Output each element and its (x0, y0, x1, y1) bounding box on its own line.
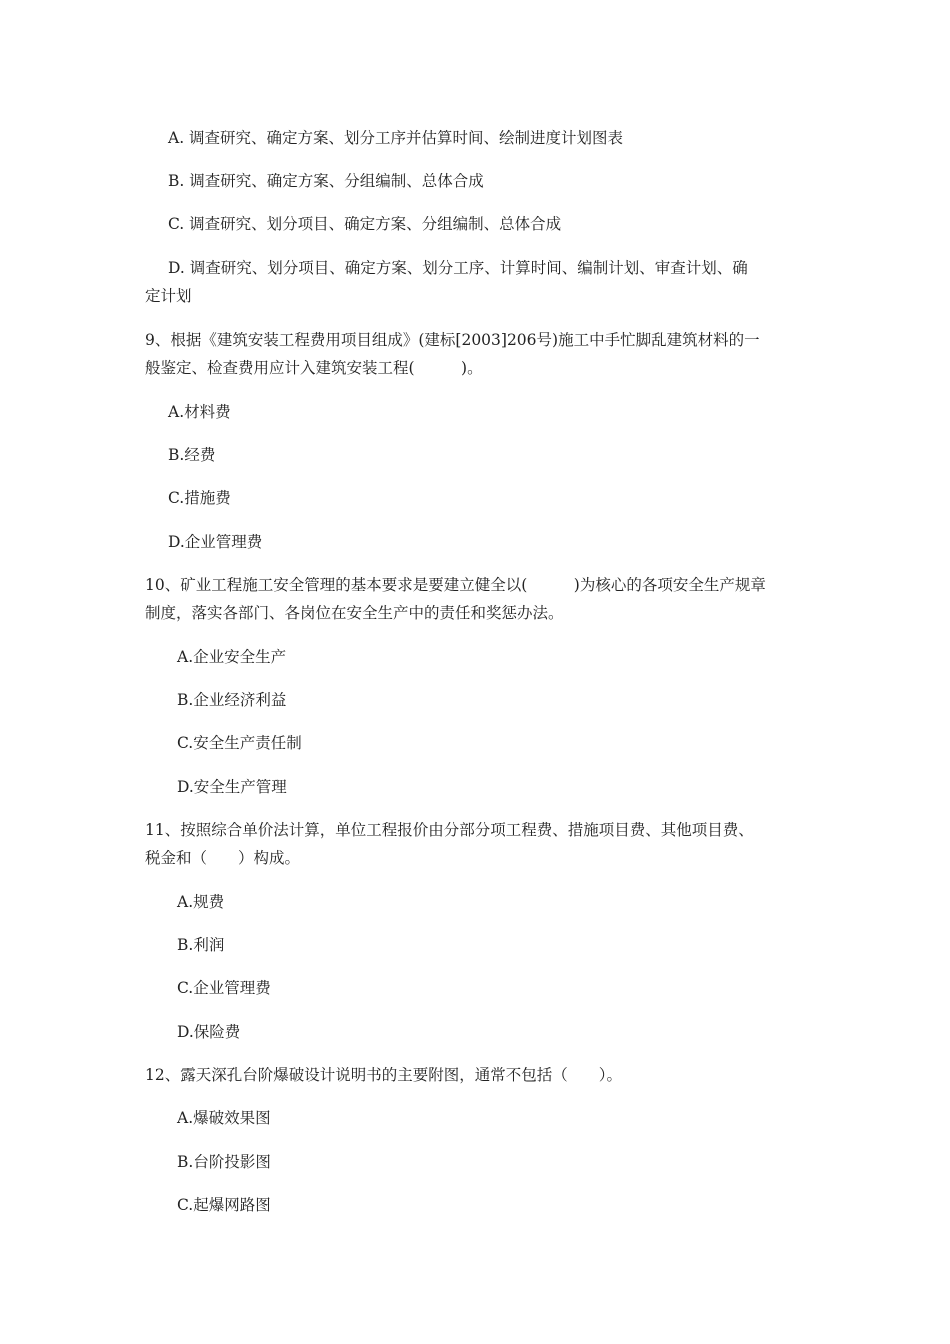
q8-option-a: A. 调查研究、确定方案、划分工序并估算时间、绘制进度计划图表 (168, 129, 624, 147)
q11-option-a: A.规费 (177, 893, 225, 911)
q11-option-c: C.企业管理费 (177, 979, 271, 997)
q8-option-c: C. 调查研究、划分项目、确定方案、分组编制、总体合成 (168, 215, 562, 233)
q10-option-b: B.企业经济利益 (177, 691, 287, 709)
q12-option-b: B.台阶投影图 (177, 1153, 271, 1171)
q10-stem-line1: 10、矿业工程施工安全管理的基本要求是要建立健全以( )为核心的各项安全生产规章 (145, 576, 766, 594)
q9-option-a: A.材料费 (168, 403, 231, 421)
q11-option-d: D.保险费 (177, 1023, 241, 1041)
q11-stem-line1: 11、按照综合单价法计算，单位工程报价由分部分项工程费、措施项目费、其他项目费、 (145, 821, 754, 839)
q9-stem-line2: 般鉴定、检查费用应计入建筑安装工程( )。 (145, 359, 483, 377)
q12-option-a: A.爆破效果图 (177, 1109, 271, 1127)
q10-stem-line2: 制度，落实各部门、各岗位在安全生产中的责任和奖惩办法。 (145, 604, 564, 622)
q9-stem-line1: 9、根据《建筑安装工程费用项目组成》(建标[2003]206号)施工中手忙脚乱建筑材料的一 (145, 331, 760, 349)
q12-stem-line1: 12、露天深孔台阶爆破设计说明书的主要附图，通常不包括（ ）。 (145, 1066, 622, 1084)
q11-option-b: B.利润 (177, 936, 225, 954)
q12-option-c: C.起爆网路图 (177, 1196, 271, 1214)
q11-stem-line2: 税金和（ ）构成。 (145, 849, 301, 867)
q8-option-b: B. 调查研究、确定方案、分组编制、总体合成 (168, 172, 484, 190)
q9-option-c: C.措施费 (168, 489, 231, 507)
q8-option-d-continued: 定计划 (145, 287, 192, 305)
q10-option-a: A.企业安全生产 (177, 648, 287, 666)
q9-option-d: D.企业管理费 (168, 533, 263, 551)
q8-option-d: D. 调查研究、划分项目、确定方案、划分工序、计算时间、编制计划、审查计划、确 (168, 259, 748, 277)
q10-option-c: C.安全生产责任制 (177, 734, 302, 752)
q10-option-d: D.安全生产管理 (177, 778, 287, 796)
q9-option-b: B.经费 (168, 446, 216, 464)
